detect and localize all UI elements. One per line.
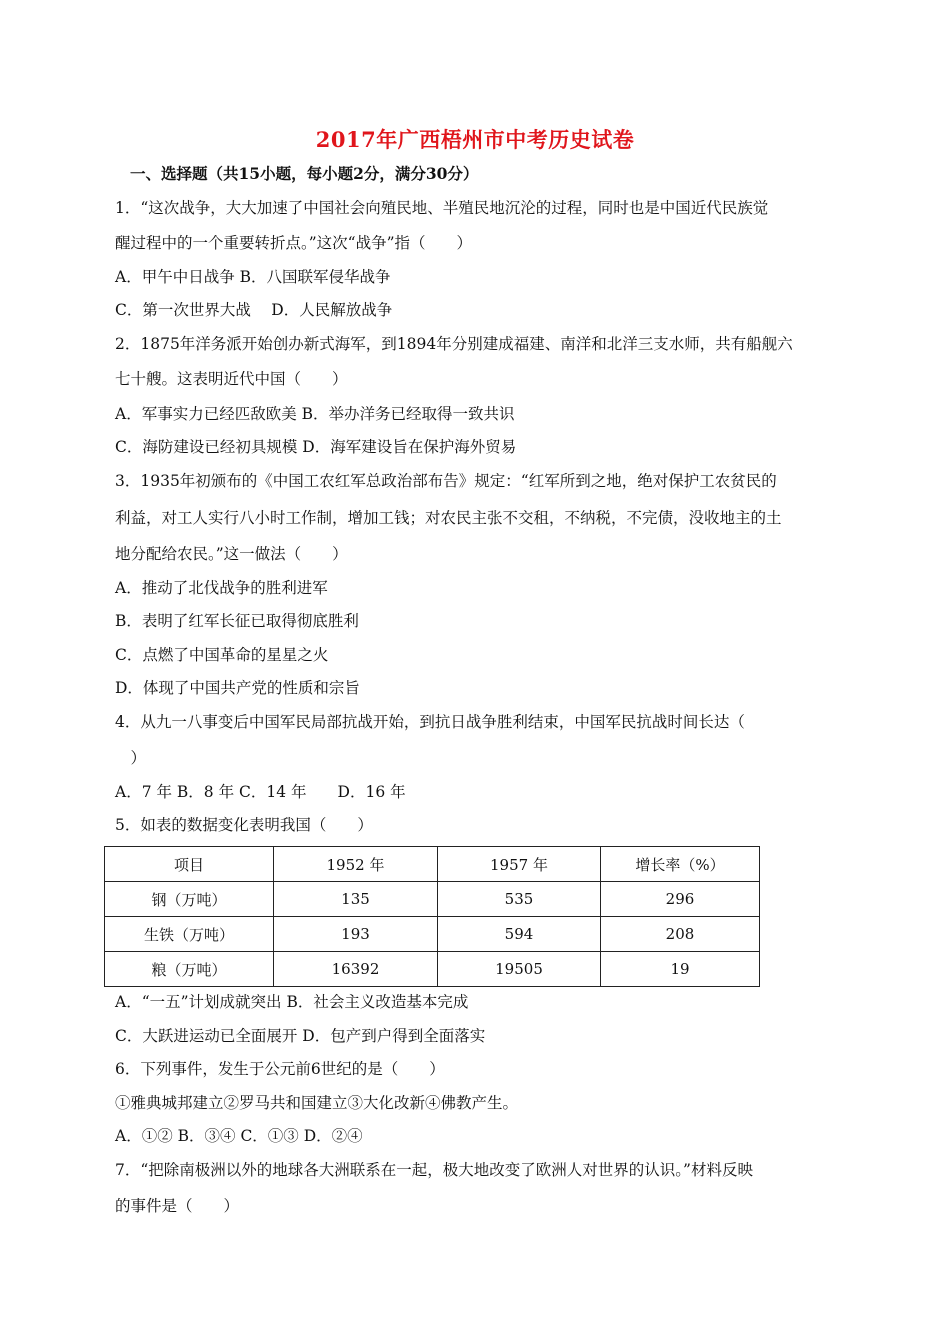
option-line: C．点燃了中国革命的星星之火 [115, 646, 329, 664]
option-line: A．“一五”计划成就突出 B．社会主义改造基本完成 [115, 993, 469, 1011]
table-cell: 208 [601, 917, 760, 952]
table-cell: 535 [438, 882, 601, 917]
table-header-cell: 增长率（%） [601, 847, 760, 882]
text-line: 地分配给农民。”这一做法（ ） [115, 545, 348, 563]
text-line: ） [115, 749, 147, 767]
table-cell: 135 [274, 882, 438, 917]
table-row [105, 917, 760, 952]
option-line: C．大跃进运动已全面展开 D．包产到户得到全面落实 [115, 1027, 486, 1045]
text-line: 七十艘。这表明近代中国（ ） [115, 370, 348, 388]
table-cell: 生铁（万吨） [105, 917, 274, 952]
table-header-cell: 1957 年 [438, 847, 601, 882]
data-table [104, 846, 760, 987]
table-cell: 钢（万吨） [105, 882, 274, 917]
table-row [105, 952, 760, 987]
page-title: 2017年广西梧州市中考历史试卷 [315, 127, 635, 152]
option-line: A．军事实力已经匹敌欧美 B．举办洋务已经取得一致共识 [115, 405, 515, 423]
table-cell: 19 [601, 952, 760, 987]
table-header-cell: 项目 [105, 847, 274, 882]
text-line: ①雅典城邦建立②罗马共和国建立③大化改新④佛教产生。 [115, 1094, 519, 1112]
table-header-row [105, 847, 760, 882]
text-line: 醒过程中的一个重要转折点。”这次“战争”指（ ） [115, 234, 473, 252]
table-header-cell: 1952 年 [274, 847, 438, 882]
text-line: 7．“把除南极洲以外的地球各大洲联系在一起，极大地改变了欧洲人对世界的认识。”材料反映 [115, 1161, 753, 1179]
text-line: 利益，对工人实行八小时工作制，增加工钱；对农民主张不交租，不纳税，不完债，没收地主的土 [115, 509, 782, 527]
table-row [105, 882, 760, 917]
section-heading: 一、选择题（共15小题，每小题2分，满分30分） [130, 164, 479, 183]
table-cell: 193 [274, 917, 438, 952]
option-line: A．推动了北伐战争的胜利进军 [115, 579, 328, 597]
table-cell: 296 [601, 882, 760, 917]
table-cell: 19505 [438, 952, 601, 987]
table-cell: 16392 [274, 952, 438, 987]
option-line: B．表明了红军长征已取得彻底胜利 [115, 612, 359, 630]
text-line: 2．1875年洋务派开始创办新式海军，到1894年分别建成福建、南洋和北洋三支水师，共有船舰六 [115, 335, 793, 353]
table-cell: 594 [438, 917, 601, 952]
option-line: A．7 年 B．8 年 C．14 年 D．16 年 [115, 783, 406, 801]
option-line: A．甲午中日战争 B．八国联军侵华战争 [115, 268, 391, 286]
text-line: 5．如表的数据变化表明我国（ ） [115, 816, 373, 834]
table-cell: 粮（万吨） [105, 952, 274, 987]
text-line: 4．从九一八事变后中国军民局部抗战开始，到抗日战争胜利结束，中国军民抗战时间长达（ [115, 713, 745, 731]
text-line: 6．下列事件，发生于公元前6世纪的是（ ） [115, 1060, 445, 1078]
text-line: 1．“这次战争，大大加速了中国社会向殖民地、半殖民地沉沦的过程，同时也是中国近代民族觉 [115, 199, 769, 217]
option-line: A．①② B．③④ C．①③ D．②④ [115, 1127, 363, 1145]
option-line: D．体现了中国共产党的性质和宗旨 [115, 679, 360, 697]
text-line: 的事件是（ ） [115, 1197, 240, 1215]
option-line: C．海防建设已经初具规模 D．海军建设旨在保护海外贸易 [115, 438, 517, 456]
text-line: 3．1935年初颁布的《中国工农红军总政治部布告》规定：“红军所到之地，绝对保护工农贫民的 [115, 472, 777, 490]
option-line: C．第一次世界大战 D．人民解放战争 [115, 301, 393, 319]
